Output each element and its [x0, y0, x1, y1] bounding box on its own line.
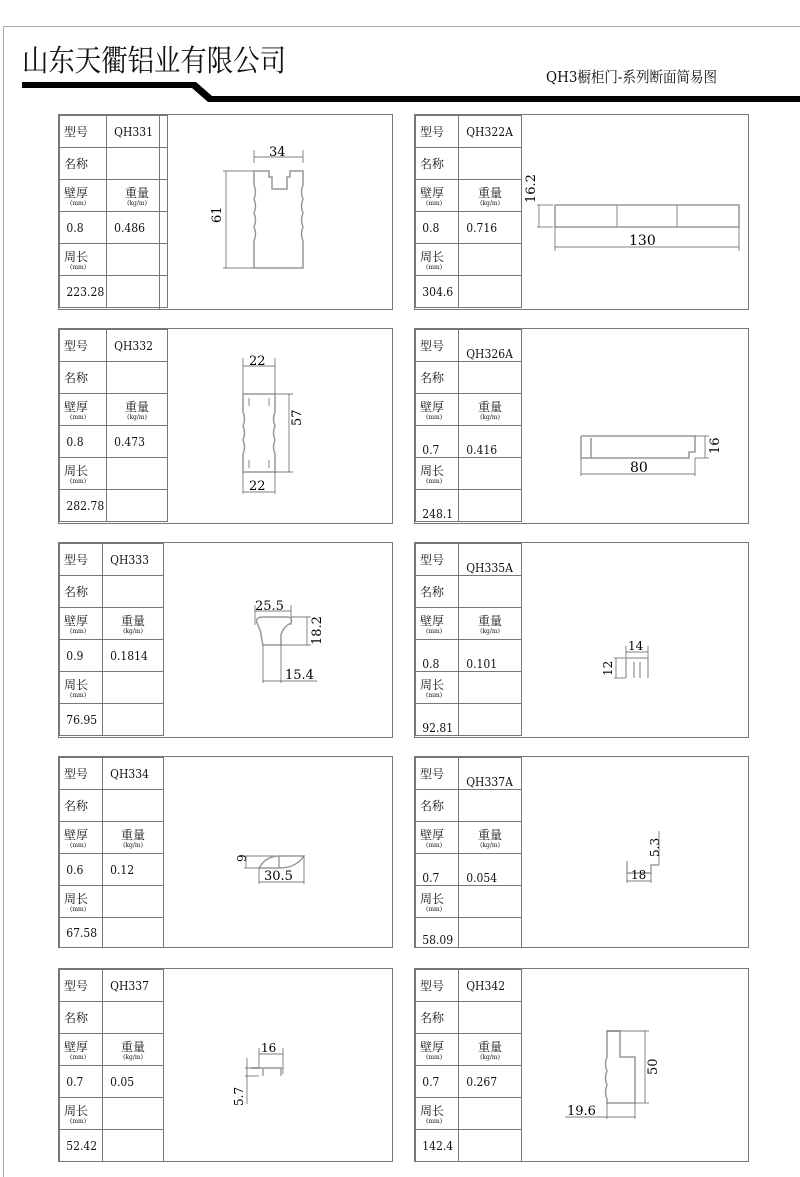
svg-text:22: 22 [249, 479, 266, 494]
weight-label: 重量 (kg/m) [459, 394, 522, 426]
wall-value: 0.7 [418, 1066, 457, 1098]
weight-value: 0.054 [462, 854, 519, 886]
perimeter-label: 周长 (mm) [60, 1098, 103, 1130]
header-rule [0, 0, 800, 110]
weight-value: 0.1814 [106, 640, 161, 672]
profile-drawing [199, 145, 319, 275]
model-value: QH337 [106, 970, 161, 1002]
profile-card-qh333 [58, 542, 393, 738]
svg-text:14: 14 [628, 639, 644, 653]
wall-label: 壁厚 (mm) [60, 1034, 103, 1066]
wall-label: 壁厚 (mm) [416, 1034, 459, 1066]
profile-drawing [615, 827, 695, 897]
perimeter-value: 92.81 [418, 704, 457, 736]
wall-value: 0.6 [62, 854, 101, 886]
weight-label: 重量 (kg/m) [103, 822, 164, 854]
model-label: 型号 [416, 758, 459, 790]
spec-table [415, 757, 522, 948]
wall-label: 壁厚 (mm) [60, 822, 103, 854]
perimeter-label: 周长 (mm) [60, 886, 103, 918]
perimeter-label: 周长 (mm) [416, 244, 459, 276]
name-label: 名称 [60, 148, 107, 180]
perimeter-label: 周长 (mm) [416, 886, 459, 918]
model-label: 型号 [60, 544, 103, 576]
weight-label: 重量 (kg/m) [459, 180, 522, 212]
svg-text:130: 130 [629, 233, 656, 249]
weight-value: 0.416 [462, 426, 519, 458]
name-value [106, 576, 161, 608]
perimeter-label: 周长 (mm) [416, 458, 459, 490]
name-value [106, 790, 161, 822]
perimeter-label: 周长 (mm) [60, 244, 107, 276]
name-label: 名称 [416, 576, 459, 608]
svg-text:9: 9 [235, 854, 249, 862]
profile-drawing [600, 638, 680, 698]
name-label: 名称 [416, 362, 459, 394]
perimeter-label: 周长 (mm) [416, 1098, 459, 1130]
profile-card-qh334 [58, 756, 393, 948]
weight-label: 重量 (kg/m) [459, 608, 522, 640]
model-value: QH331 [110, 116, 165, 148]
profile-card-qh342 [414, 968, 749, 1162]
model-value: QH342 [462, 970, 519, 1002]
profile-card-qh337 [58, 968, 393, 1162]
model-label: 型号 [416, 970, 459, 1002]
name-value [106, 1002, 161, 1034]
weight-value: 0.101 [462, 640, 519, 672]
name-label: 名称 [60, 576, 103, 608]
wall-label: 壁厚 (mm) [416, 608, 459, 640]
model-value: QH337A [462, 758, 519, 790]
spec-table [415, 969, 522, 1162]
profile-drawing [229, 354, 329, 504]
perimeter-value: 76.95 [62, 704, 101, 736]
name-label: 名称 [60, 362, 107, 394]
model-label: 型号 [60, 970, 103, 1002]
name-label: 名称 [60, 790, 103, 822]
name-value [462, 148, 519, 180]
weight-label: 重量 (kg/m) [107, 394, 168, 426]
svg-text:22: 22 [249, 354, 266, 369]
weight-value: 0.12 [106, 854, 161, 886]
perimeter-label: 周长 (mm) [60, 458, 107, 490]
model-label: 型号 [416, 116, 459, 148]
spec-table [415, 115, 522, 308]
model-label: 型号 [60, 758, 103, 790]
wall-value: 0.9 [62, 640, 101, 672]
model-value: QH335A [462, 544, 519, 576]
profile-card-qh332 [58, 328, 393, 524]
wall-label: 壁厚 (mm) [60, 394, 107, 426]
svg-text:57: 57 [290, 409, 305, 426]
weight-label: 重量 (kg/m) [103, 608, 164, 640]
weight-value: 0.05 [106, 1066, 161, 1098]
profile-card-qh322a [414, 114, 749, 310]
profile-card-qh335a [414, 542, 749, 738]
wall-label: 壁厚 (mm) [416, 394, 459, 426]
perimeter-label: 周长 (mm) [60, 672, 103, 704]
wall-value: 0.8 [418, 212, 457, 244]
spec-table [59, 543, 164, 736]
wall-value: 0.7 [62, 1066, 101, 1098]
svg-text:16: 16 [261, 1041, 277, 1055]
svg-text:18.2: 18.2 [310, 616, 325, 645]
profile-drawing [229, 1034, 329, 1124]
spec-table [415, 543, 522, 736]
name-label: 名称 [60, 1002, 103, 1034]
spec-table [59, 329, 168, 522]
wall-label: 壁厚 (mm) [60, 608, 103, 640]
name-value [462, 576, 519, 608]
wall-label: 壁厚 (mm) [416, 822, 459, 854]
name-value [462, 1002, 519, 1034]
model-value: QH334 [106, 758, 161, 790]
profile-drawing [239, 593, 359, 693]
perimeter-value: 223.28 [62, 276, 104, 308]
model-value: QH333 [106, 544, 161, 576]
wall-value: 0.8 [62, 426, 104, 458]
svg-text:16: 16 [708, 437, 723, 454]
perimeter-label: 周长 (mm) [416, 672, 459, 704]
wall-label: 壁厚 (mm) [416, 180, 459, 212]
perimeter-value: 142.4 [418, 1130, 457, 1162]
weight-value: 0.486 [110, 212, 165, 244]
svg-text:25.5: 25.5 [255, 599, 284, 614]
svg-text:30.5: 30.5 [264, 869, 293, 884]
perimeter-value: 304.6 [418, 276, 457, 308]
profile-card-qh337a [414, 756, 749, 948]
spec-table [59, 757, 164, 948]
profile-card-qh326a [414, 328, 749, 524]
spec-table [415, 329, 522, 522]
weight-value: 0.473 [110, 426, 165, 458]
weight-label: 重量 (kg/m) [103, 1034, 164, 1066]
wall-value: 0.8 [418, 640, 457, 672]
name-value [110, 148, 165, 180]
perimeter-value: 67.58 [62, 918, 101, 948]
wall-value: 0.7 [418, 854, 457, 886]
svg-text:34: 34 [269, 145, 286, 160]
spec-table [59, 115, 168, 308]
wall-value: 0.7 [418, 426, 457, 458]
profile-drawing [575, 424, 725, 484]
model-label: 型号 [416, 544, 459, 576]
profile-card-qh331 [58, 114, 393, 310]
model-label: 型号 [60, 330, 107, 362]
name-value [110, 362, 165, 394]
model-label: 型号 [60, 116, 107, 148]
svg-text:15.4: 15.4 [285, 668, 314, 683]
svg-text:5.7: 5.7 [232, 1086, 246, 1106]
perimeter-value: 248.1 [418, 490, 457, 522]
wall-label: 壁厚 (mm) [60, 180, 107, 212]
spec-table [59, 969, 164, 1162]
svg-text:16.2: 16.2 [524, 174, 539, 203]
company-name: 山东天衢铝业有限公司 [22, 44, 286, 79]
name-value [462, 790, 519, 822]
name-label: 名称 [416, 1002, 459, 1034]
weight-label: 重量 (kg/m) [459, 822, 522, 854]
name-label: 名称 [416, 148, 459, 180]
profile-drawing [224, 842, 324, 902]
svg-text:18: 18 [631, 868, 647, 882]
model-value: QH332 [110, 330, 165, 362]
profile-drawing [545, 1019, 705, 1129]
name-label: 名称 [416, 790, 459, 822]
profile-drawing [517, 155, 747, 255]
svg-text:5.3: 5.3 [648, 837, 662, 857]
model-value: QH326A [462, 330, 519, 362]
perimeter-value: 52.42 [62, 1130, 101, 1162]
perimeter-value: 282.78 [62, 490, 104, 522]
svg-text:61: 61 [210, 206, 225, 223]
weight-value: 0.267 [462, 1066, 519, 1098]
svg-text:19.6: 19.6 [567, 1104, 596, 1119]
perimeter-value: 58.09 [418, 918, 457, 948]
svg-text:80: 80 [630, 460, 648, 476]
drawing-title: QH3橱柜门-系列断面简易图 [546, 68, 717, 86]
svg-text:12: 12 [601, 660, 615, 676]
model-label: 型号 [416, 330, 459, 362]
name-value [462, 362, 519, 394]
weight-value: 0.716 [462, 212, 519, 244]
model-value: QH322A [462, 116, 519, 148]
wall-value: 0.8 [62, 212, 104, 244]
weight-label: 重量 (kg/m) [459, 1034, 522, 1066]
weight-label: 重量 (kg/m) [107, 180, 168, 212]
svg-text:50: 50 [646, 1058, 661, 1075]
